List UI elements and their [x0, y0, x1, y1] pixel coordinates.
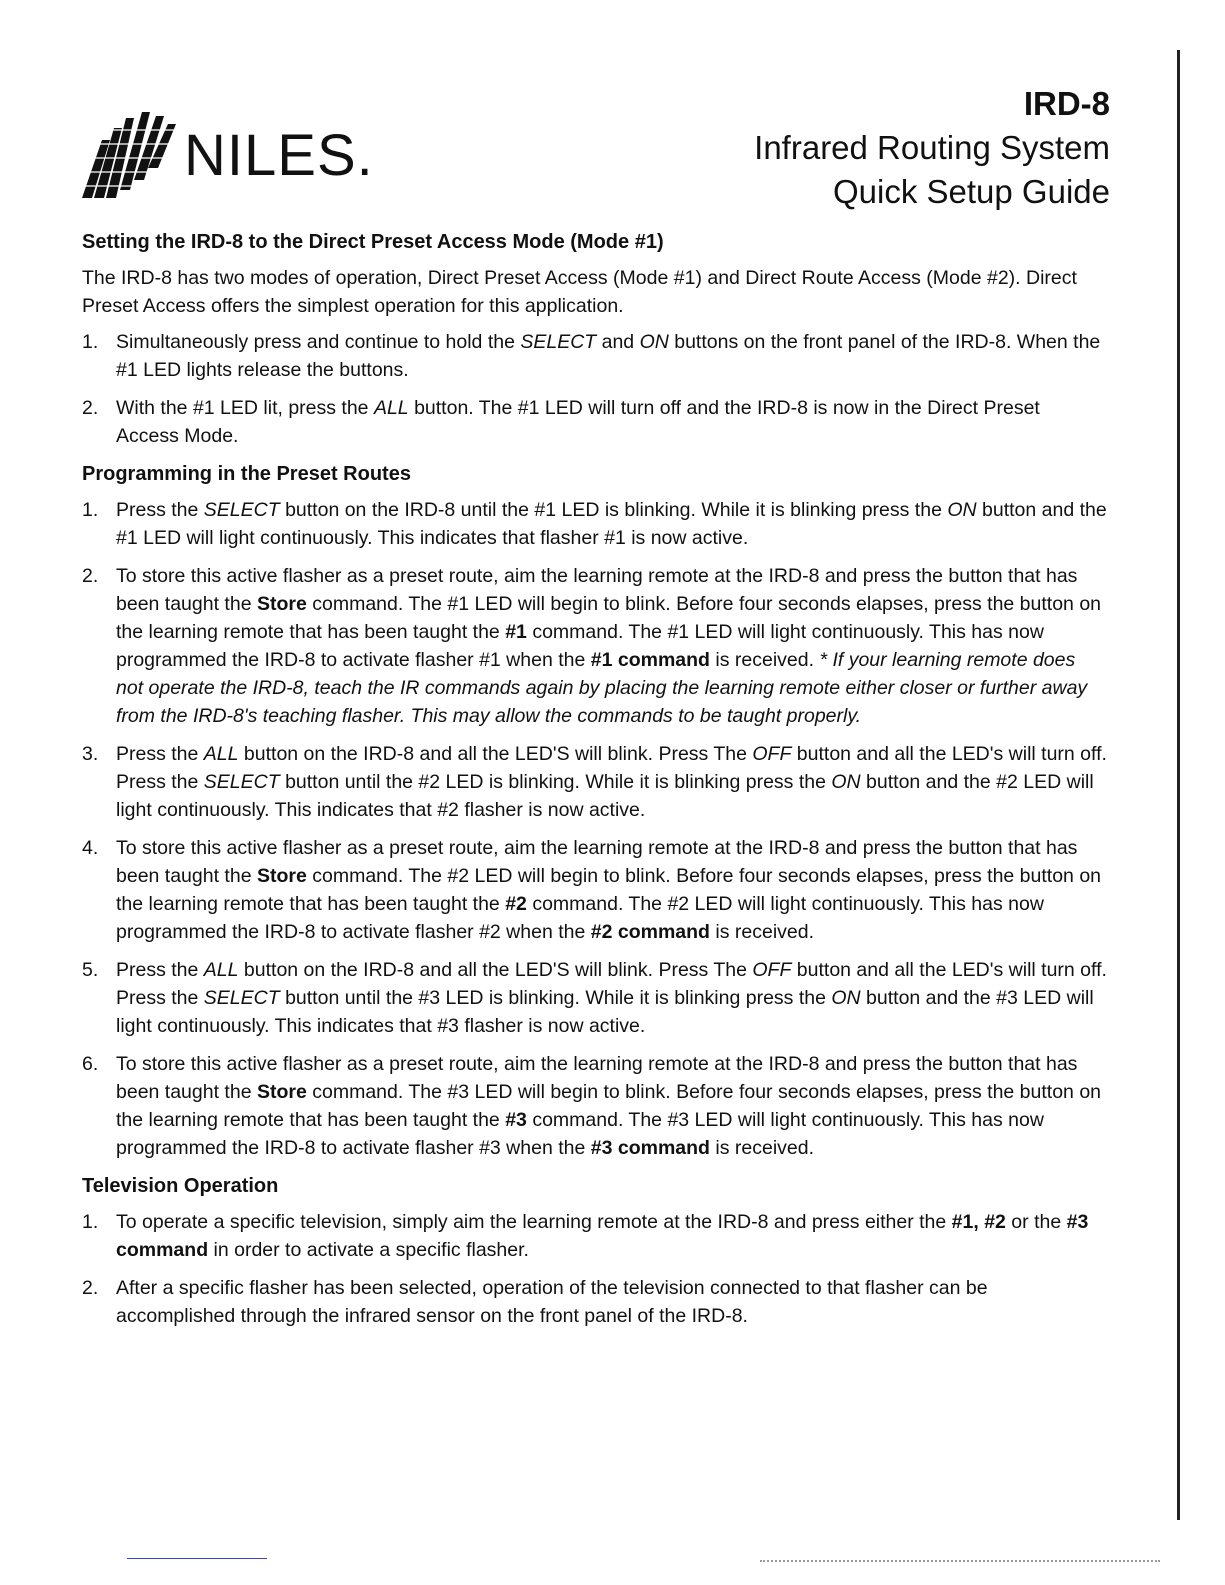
step-text: Press the SELECT button on the IRD-8 until the #1 LED is blinking. While it is blinking press the ON button and the #1 LED will light continuously. This indicates that flasher #1 is now active.	[116, 499, 1107, 549]
step-text: After a specific flasher has been selected, operation of the television connected to that flasher can be accomplished through the infrared sensor on the front panel of the IRD-8.	[116, 1277, 988, 1327]
list-item	[82, 328, 1107, 384]
subtitle-routing-system: Infrared Routing System	[754, 129, 1110, 166]
title-block	[754, 82, 1110, 214]
learning-remote-note: * If your learning remote does not operate the IRD-8, teach the IR commands again by placing the learning remote either closer or further away from the IRD-8's teaching flasher. This may allow the commands to be taught properly.	[116, 649, 1088, 727]
list-item	[82, 1050, 1107, 1162]
section-heading-mode1: Setting the IRD-8 to the Direct Preset Access Mode (Mode #1)	[82, 231, 664, 253]
step-number: 4.	[82, 837, 99, 859]
list-item	[82, 956, 1107, 1040]
niles-logo-icon	[80, 110, 180, 200]
guide-content	[82, 228, 1107, 1340]
section-heading-television: Television Operation	[82, 1175, 279, 1197]
list-item	[82, 834, 1107, 946]
step-number: 2.	[82, 397, 99, 419]
list-item	[82, 394, 1107, 450]
step-text: With the #1 LED lit, press the ALL button. The #1 LED will turn off and the IRD-8 is now in the Direct Preset Access Mode.	[116, 397, 1040, 447]
model-title: IRD-8	[1023, 85, 1110, 122]
mode1-steps	[82, 328, 1107, 450]
list-item	[82, 1274, 1107, 1330]
logo-wordmark: NILES.	[184, 122, 374, 188]
list-item	[82, 562, 1107, 730]
step-text: To store this active flasher as a preset route, aim the learning remote at the IRD-8 and press the button that has been taught the Store command. The #2 LED will begin to blink. Before four seconds elapses, press the button on the learning remote that has been taught the #2 command. The #2 LED will light continuously. This has now programmed the IRD-8 to activate flasher #2 when the #2 command is received.	[116, 837, 1102, 943]
list-item	[82, 496, 1107, 552]
step-text: Simultaneously press and continue to hold the SELECT and ON buttons on the front panel of the IRD-8. When the #1 LED lights release the buttons.	[116, 331, 1101, 381]
step-number: 6.	[82, 1053, 99, 1075]
bottom-dotted-line	[760, 1560, 1160, 1562]
step-number: 5.	[82, 959, 99, 981]
list-item	[82, 740, 1107, 824]
step-number: 1.	[82, 331, 99, 353]
programming-steps	[82, 496, 1107, 1162]
bottom-underline	[127, 1558, 267, 1559]
step-text: Press the ALL button on the IRD-8 and all the LED'S will blink. Press The OFF button and all the LED's will turn off. Press the SELECT button until the #2 LED is blinking. While it is blinking press the ON button and the #2 LED will light continuously. This indicates that #2 flasher is now active.	[116, 743, 1107, 821]
step-number: 2.	[82, 1277, 99, 1299]
step-text: To store this active flasher as a preset route, aim the learning remote at the IRD-8 and press the button that has been taught the Store command. The #3 LED will begin to blink. Before four seconds elapses, press the button on the learning remote that has been taught the #3 command. The #3 LED will light continuously. This has now programmed the IRD-8 to activate flasher #3 when the #3 command is received.	[116, 1053, 1102, 1159]
television-steps	[82, 1208, 1107, 1330]
list-item	[82, 1208, 1107, 1264]
step-text: To store this active flasher as a preset route, aim the learning remote at the IRD-8 and press the button that has been taught the Store command. The #1 LED will begin to blink. Before four seconds elapses, press the button on the learning remote that has been taught the #1 command. The #1 LED will light continuously. This has now programmed the IRD-8 to activate flasher #1 when the #1 command is received. * If your learning remote does not operate the IRD-8, teach the IR commands again by placing the learning remote either closer or further away from the IRD-8's teaching flasher. This may allow the commands to be taught properly.	[116, 565, 1102, 727]
step-number: 2.	[82, 565, 99, 587]
step-number: 1.	[82, 499, 99, 521]
right-margin-rule	[1177, 50, 1180, 1520]
step-text: Press the ALL button on the IRD-8 and all the LED'S will blink. Press The OFF button and all the LED's will turn off. Press the SELECT button until the #3 LED is blinking. While it is blinking press the ON button and the #3 LED will light continuously. This indicates that #3 flasher is now active.	[116, 959, 1107, 1037]
subtitle-quick-setup: Quick Setup Guide	[833, 173, 1110, 210]
step-number: 3.	[82, 743, 99, 765]
step-text: To operate a specific television, simply aim the learning remote at the IRD-8 and press either the #1, #2 or the #3 command in order to activate a specific flasher.	[116, 1211, 1089, 1261]
section-heading-programming: Programming in the Preset Routes	[82, 463, 411, 485]
step-number: 1.	[82, 1211, 99, 1233]
mode-intro-paragraph: The IRD-8 has two modes of operation, Direct Preset Access (Mode #1) and Direct Route Access (Mode #2). Direct Preset Access offers the simplest operation for this application.	[82, 267, 1077, 317]
niles-logo	[80, 110, 374, 200]
